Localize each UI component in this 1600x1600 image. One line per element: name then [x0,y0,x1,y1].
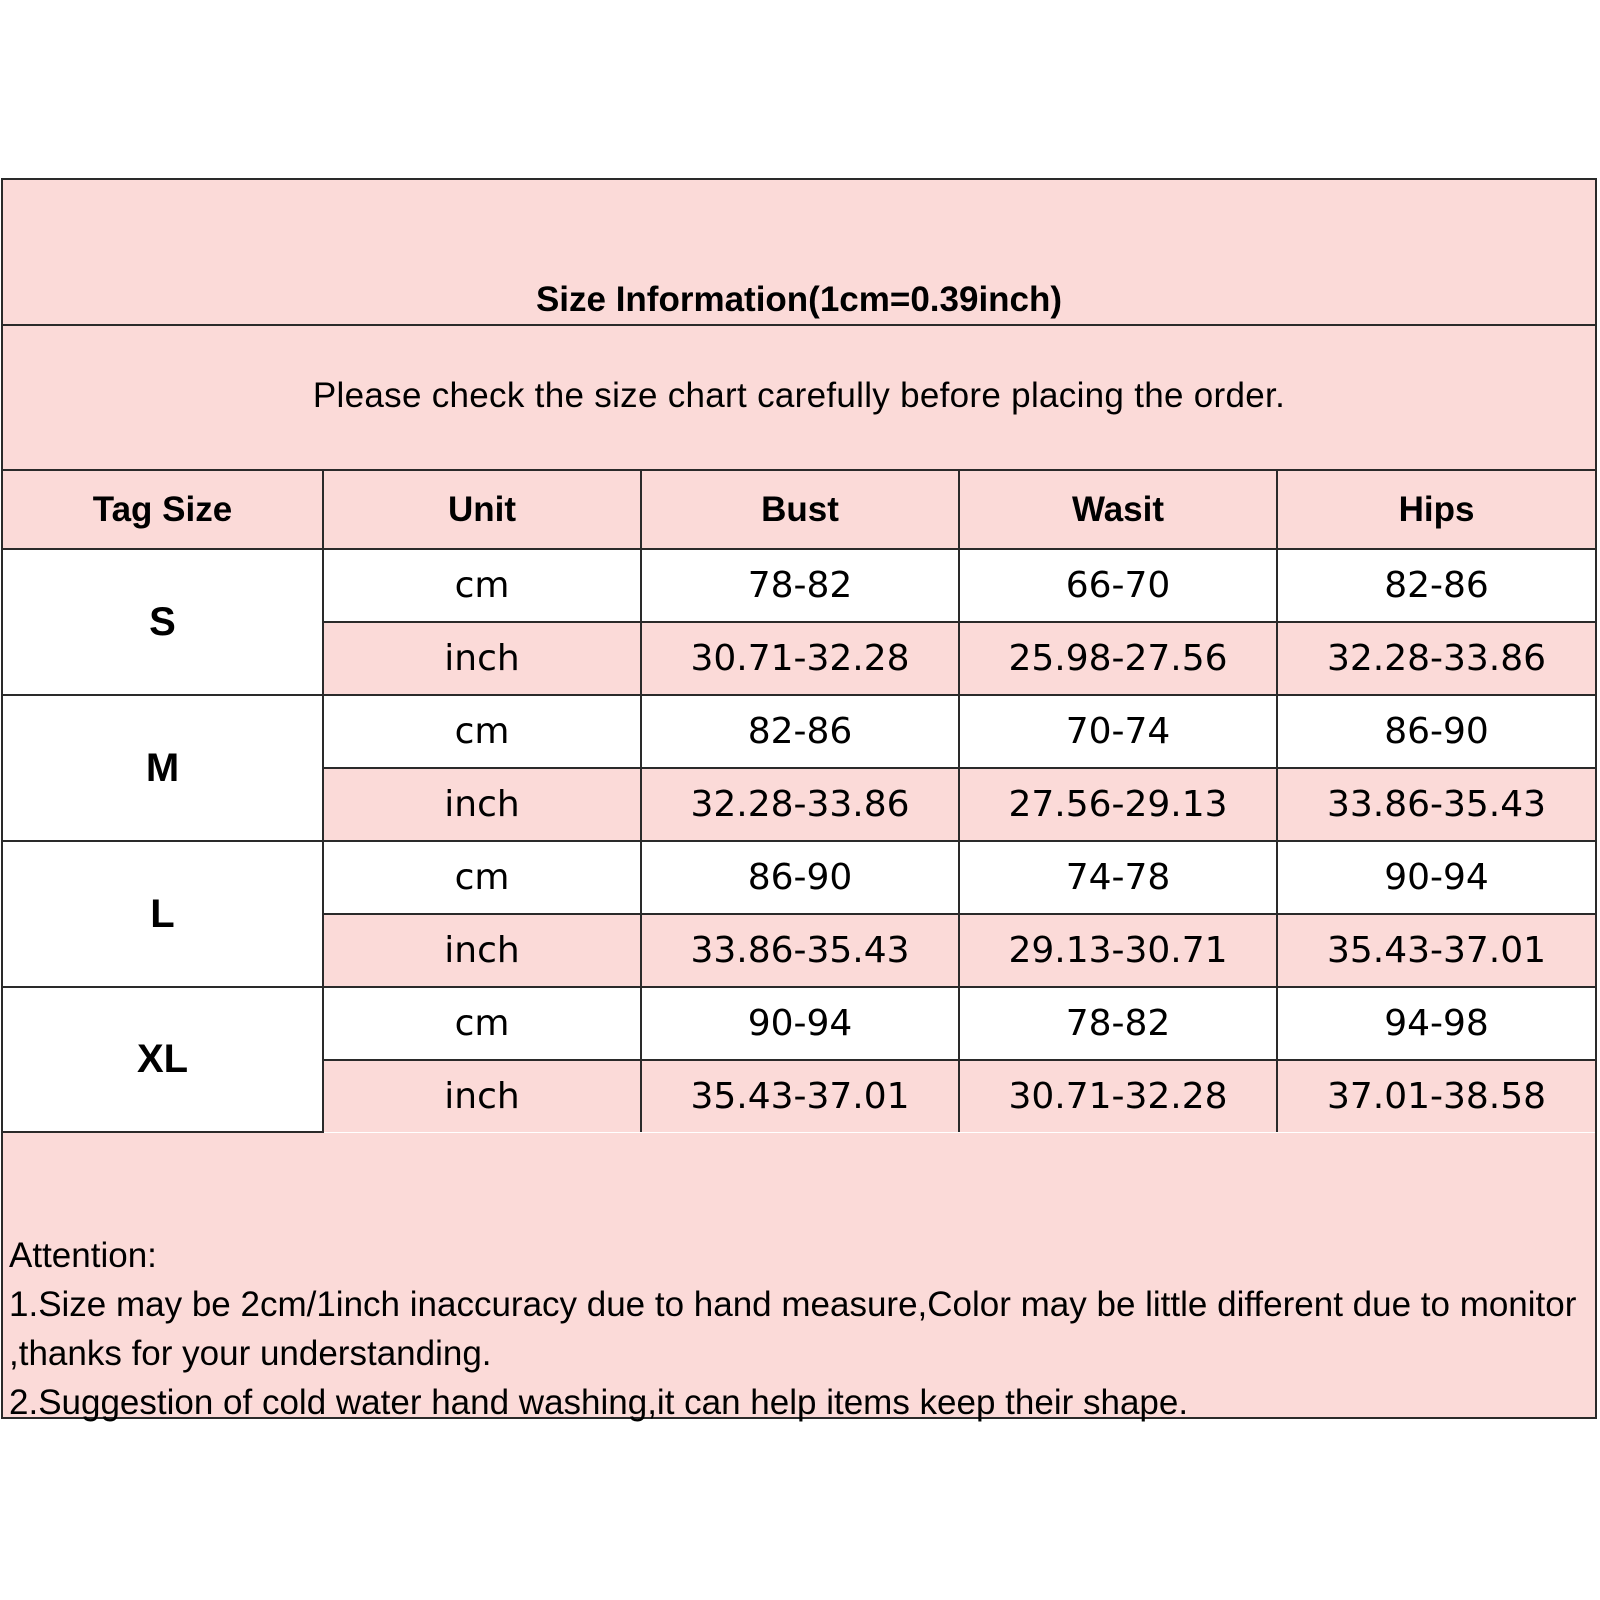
hips-cell: 90-94 [1277,841,1595,914]
order-note: Please check the size chart carefully before placing the order. [312,376,1286,415]
table-row [3,841,1595,914]
bust-cell: 90-94 [641,987,959,1060]
waist-cell: 29.13-30.71 [959,914,1277,987]
tag-size-cell: L [3,841,323,987]
hips-cell: 35.43-37.01 [1277,914,1595,987]
table-row [3,987,1595,1060]
waist-cell: 78-82 [959,987,1277,1060]
size-chart [1,178,1597,1422]
header-waist: Wasit [959,471,1277,549]
size-table [3,471,1595,1133]
waist-cell: 25.98-27.56 [959,622,1277,695]
bust-cell: 32.28-33.86 [641,768,959,841]
unit-cell: cm [323,841,641,914]
waist-cell: 30.71-32.28 [959,1060,1277,1132]
table-row [3,695,1595,768]
waist-cell: 74-78 [959,841,1277,914]
tag-size-cell: S [3,549,323,695]
unit-cell: cm [323,695,641,768]
bust-cell: 86-90 [641,841,959,914]
waist-cell: 70-74 [959,695,1277,768]
bust-cell: 35.43-37.01 [641,1060,959,1132]
hips-cell: 94-98 [1277,987,1595,1060]
hips-cell: 32.28-33.86 [1277,622,1595,695]
unit-cell: inch [323,914,641,987]
hips-cell: 82-86 [1277,549,1595,622]
hips-cell: 33.86-35.43 [1277,768,1595,841]
table-row [3,549,1595,622]
unit-cell: cm [323,987,641,1060]
title-row [3,180,1595,326]
header-tag-size: Tag Size [3,471,323,549]
bust-cell: 78-82 [641,549,959,622]
tag-size-cell: XL [3,987,323,1132]
waist-cell: 66-70 [959,549,1277,622]
unit-cell: inch [323,622,641,695]
bust-cell: 33.86-35.43 [641,914,959,987]
attention-item: 1.Size may be 2cm/1inch inaccuracy due to hand measure,Color may be little different due to monitor ,thanks for your understanding. [9,1285,1577,1373]
bust-cell: 82-86 [641,695,959,768]
waist-cell: 27.56-29.13 [959,768,1277,841]
header-unit: Unit [323,471,641,549]
tag-size-cell: M [3,695,323,841]
header-row [3,471,1595,549]
unit-cell: cm [323,549,641,622]
attention-text [9,1231,1583,1427]
chart-title: Size Information(1cm=0.39inch) [535,280,1063,319]
unit-cell: inch [323,768,641,841]
header-bust: Bust [641,471,959,549]
attention-heading: Attention: [9,1236,157,1275]
bust-cell: 30.71-32.28 [641,622,959,695]
hips-cell: 37.01-38.58 [1277,1060,1595,1132]
hips-cell: 86-90 [1277,695,1595,768]
attention-section [3,1133,1595,1422]
header-hips: Hips [1277,471,1595,549]
note-row [3,326,1595,471]
unit-cell: inch [323,1060,641,1132]
attention-item: 2.Suggestion of cold water hand washing,it can help items keep their shape. [9,1383,1189,1422]
